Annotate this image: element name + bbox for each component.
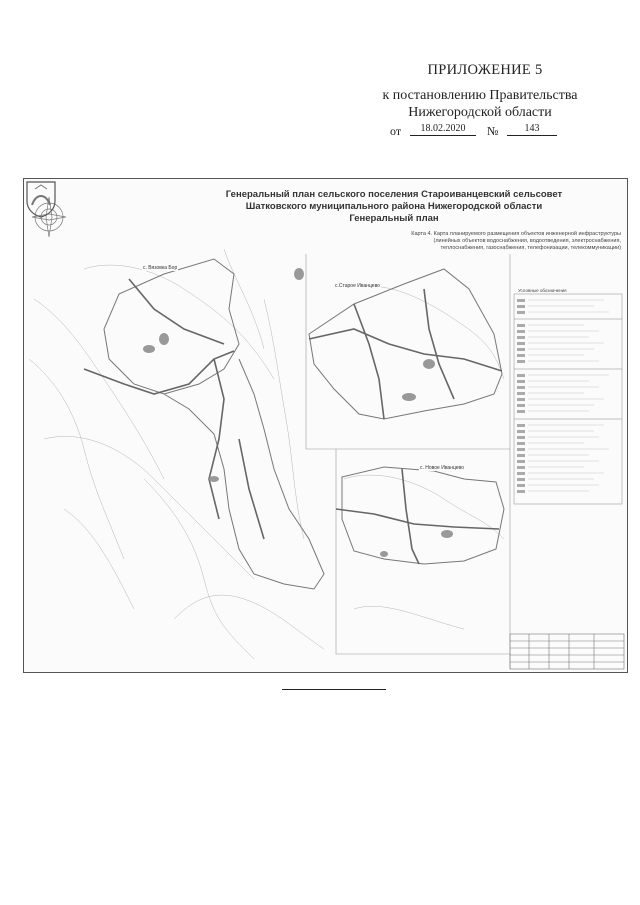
- buildings-v3: [380, 530, 453, 557]
- resolution-number: 143: [507, 123, 557, 136]
- resolution-line: к постановлению Правительства: [382, 88, 578, 103]
- panel-borders: [306, 254, 510, 669]
- roads-v3: [336, 469, 499, 564]
- appendix-title: ПРИЛОЖЕНИЕ 5: [427, 62, 543, 78]
- legend-title: Условные обозначения: [518, 288, 567, 293]
- buildings-v1: [143, 333, 219, 482]
- settlement-outline-v1: [104, 259, 324, 589]
- settlement-outline-v3: [342, 467, 504, 564]
- map-subtitle: Карта 4. Карта планируемого размещения объектов инженерной инфраструктуры (линейных объектов водоснабжения, водоотведения, электроснабжения, теплоснабжения, газоснабжения, телефонизации, телекоммуникации): [411, 231, 621, 251]
- village-label-novoe: с. Новое Иванцево: [420, 465, 464, 471]
- village-label-staroe: с.Старое Иванцево: [335, 283, 380, 289]
- general-plan-map: [23, 178, 628, 673]
- map-drawing: [24, 179, 627, 672]
- village-label-vyazovka: с. Вязовка Бор: [143, 265, 178, 271]
- date-prefix: от: [390, 124, 402, 138]
- roads-v1: [84, 279, 264, 539]
- title-block-stamp: [510, 634, 624, 669]
- map-title: [199, 189, 589, 225]
- map-title-line3: Генеральный план: [349, 213, 439, 224]
- emblem-icon: [24, 179, 58, 219]
- number-prefix: №: [487, 124, 499, 138]
- resolution-date: 18.02.2020: [410, 123, 476, 136]
- map-title-line1: Генеральный план сельского поселения Староиванцевский сельсовет: [225, 189, 563, 200]
- legend-text-lines: [528, 300, 609, 491]
- contour-lines: [29, 249, 504, 659]
- map-title-line2: Шатковского муниципального района Нижегородской области: [245, 201, 543, 212]
- footer-divider: [282, 689, 386, 690]
- region-line: Нижегородской области: [408, 105, 552, 120]
- legend-swatches: [517, 299, 525, 493]
